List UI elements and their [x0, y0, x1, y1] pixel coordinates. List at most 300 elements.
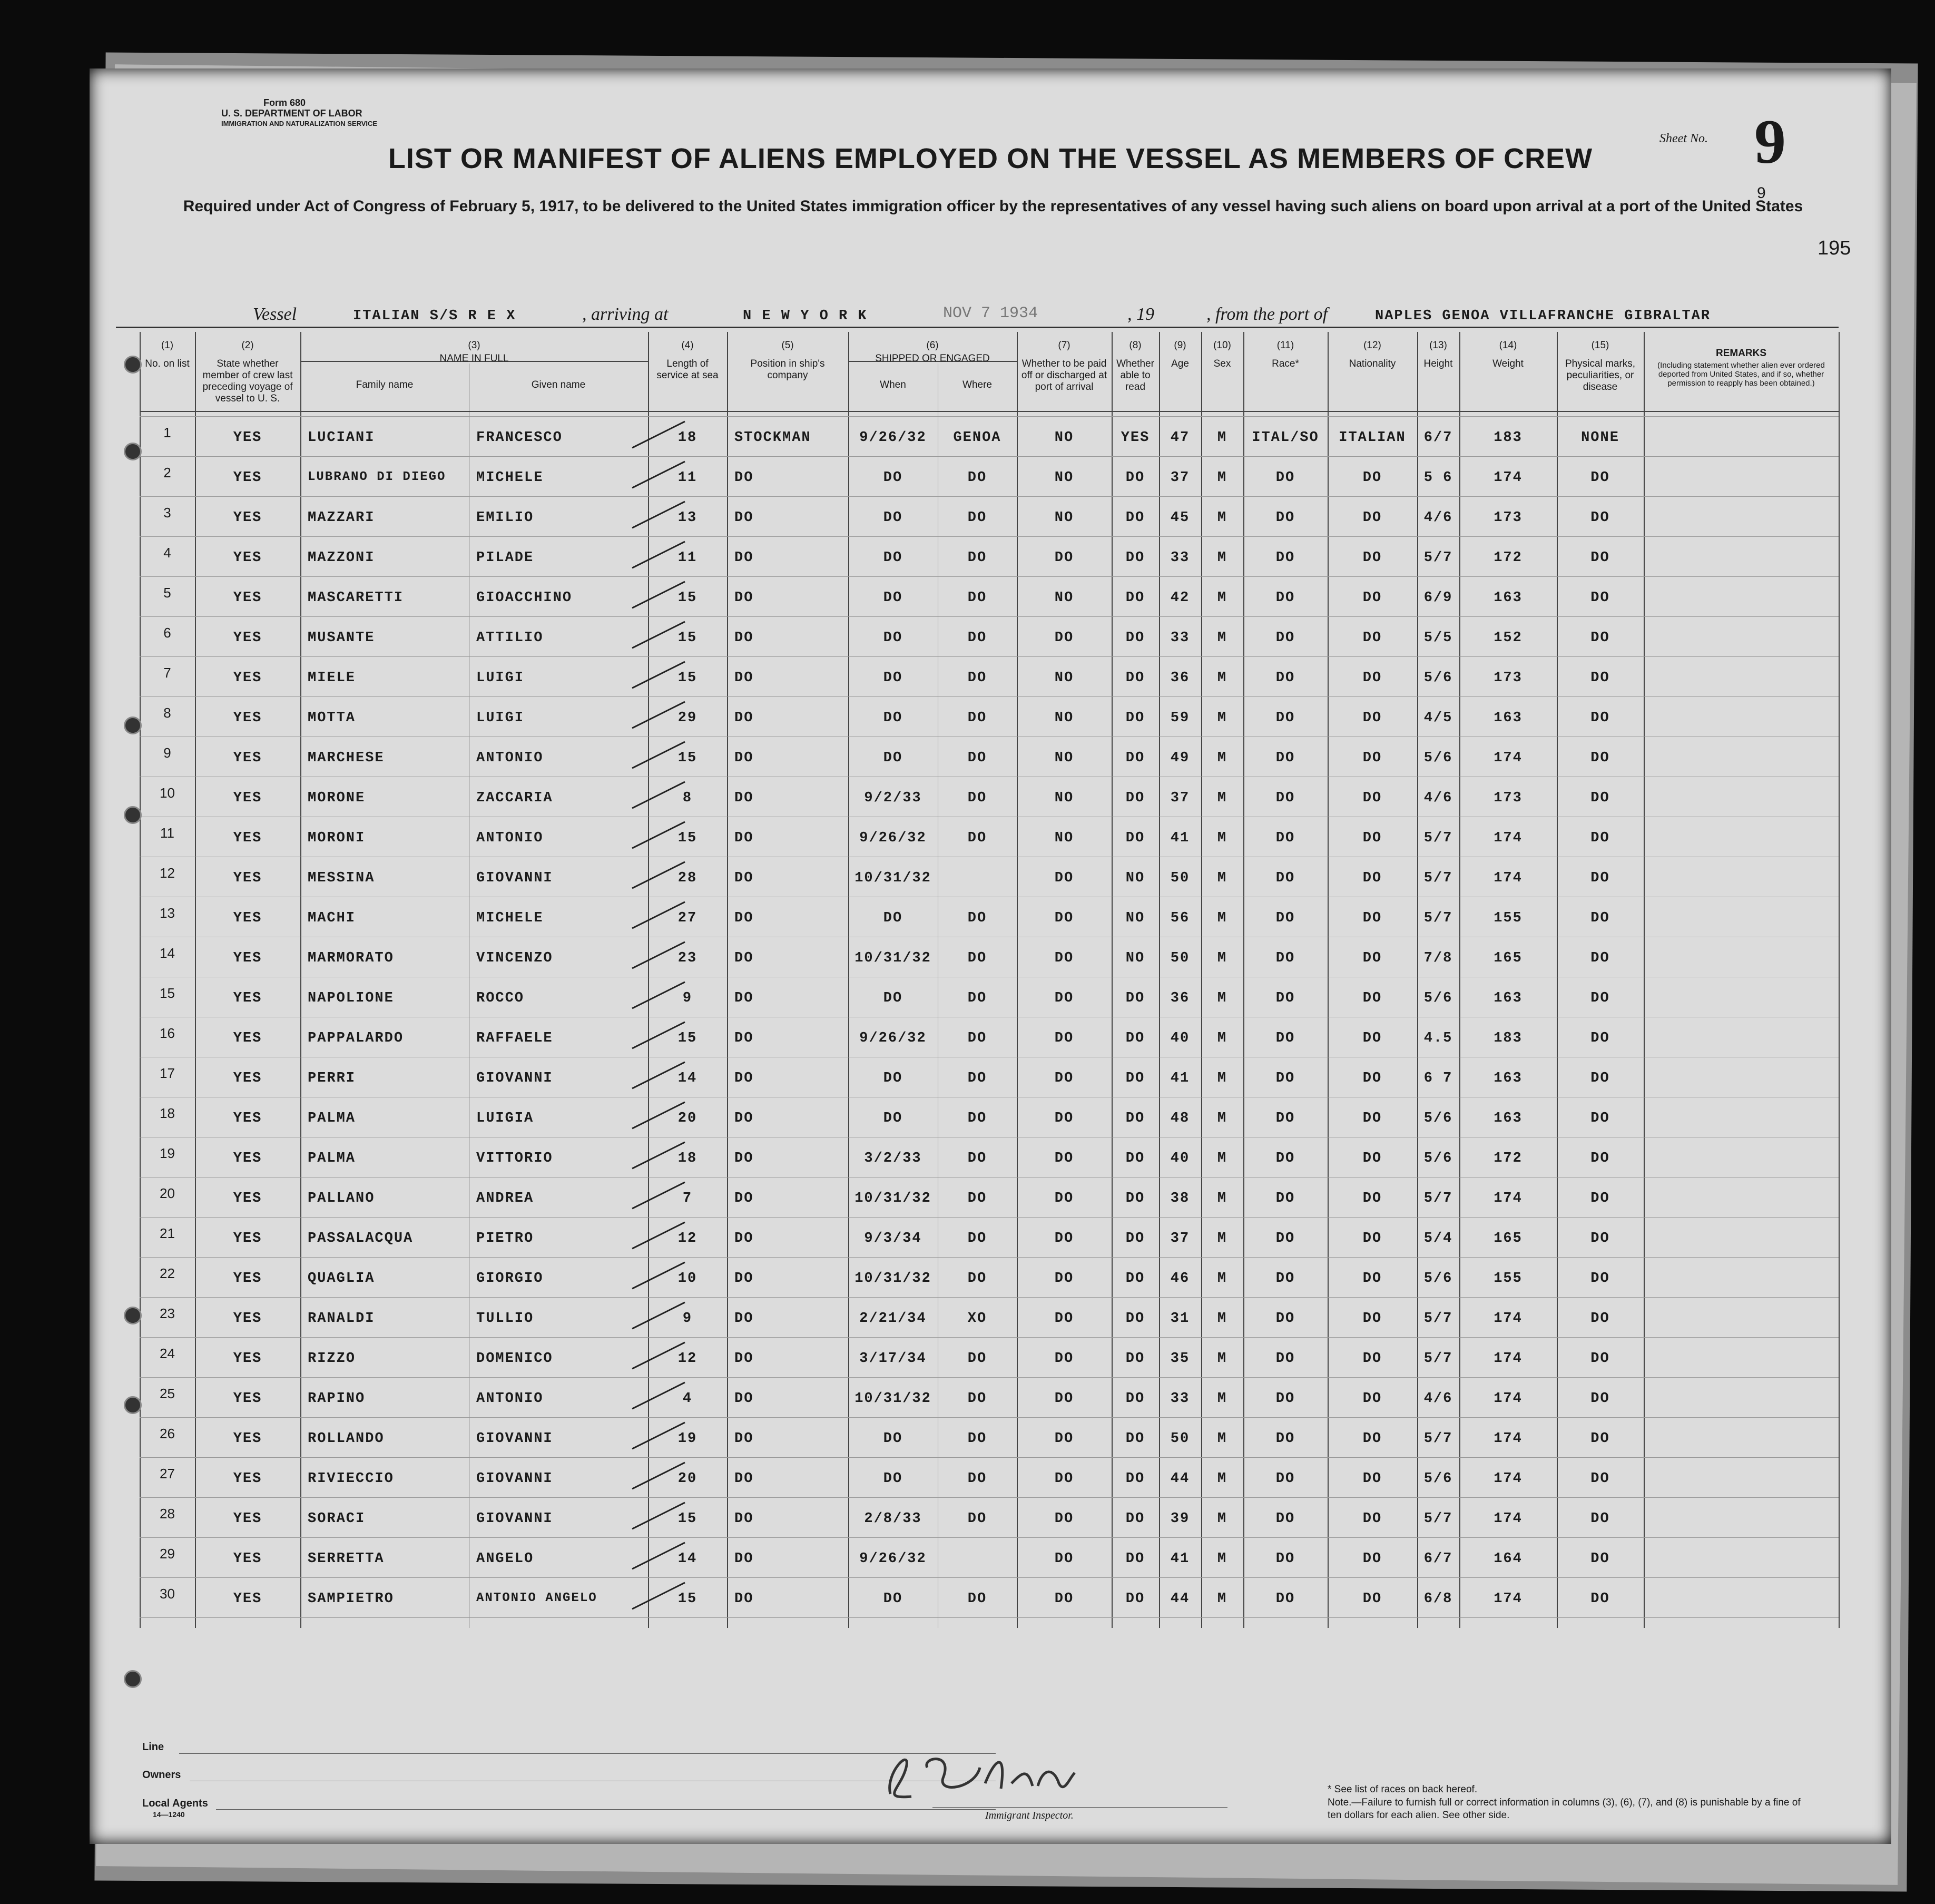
cell-when: 10/31/32 — [854, 1391, 931, 1407]
cell-position: DO — [734, 1191, 754, 1206]
cell-height: 5/6 — [1423, 750, 1453, 766]
table-column-rule — [727, 332, 728, 1628]
column-number: (6) — [926, 340, 939, 351]
row-number: 6 — [163, 625, 171, 641]
cell-prev: YES — [233, 830, 262, 846]
binder-hole — [124, 1670, 142, 1688]
cell-weight: 174 — [1494, 1591, 1523, 1607]
cell-paid: DO — [1054, 630, 1074, 646]
cell-where: XO — [967, 1311, 987, 1327]
cell-weight: 174 — [1494, 470, 1523, 486]
cell-marks: DO — [1590, 590, 1610, 606]
service-name: IMMIGRATION AND NATURALIZATION SERVICE — [221, 120, 378, 127]
cell-nat: DO — [1362, 1111, 1382, 1126]
cell-where: GENOA — [953, 430, 1001, 446]
cell-age: 47 — [1170, 430, 1190, 446]
cell-position: DO — [734, 1311, 754, 1327]
cell-weight: 164 — [1494, 1551, 1523, 1567]
column-header: Age — [1171, 358, 1189, 369]
cell-when: DO — [883, 1071, 903, 1086]
column-header: Sex — [1213, 358, 1231, 369]
cell-weight: 174 — [1494, 750, 1523, 766]
column-number: (4) — [681, 340, 694, 351]
cell-where: DO — [967, 1271, 987, 1287]
cell-marks: DO — [1590, 1111, 1610, 1126]
cell-service: 7 — [682, 1191, 693, 1206]
cell-race: DO — [1275, 1271, 1295, 1287]
table-row-rule — [140, 1457, 1839, 1458]
cell-position: DO — [734, 710, 754, 726]
cell-prev: YES — [233, 1271, 262, 1287]
cell-weight: 174 — [1494, 1471, 1523, 1487]
cell-sex: M — [1217, 950, 1227, 966]
cell-service: 15 — [677, 750, 698, 766]
cell-where: DO — [967, 1111, 987, 1126]
cell-family: LUCIANI — [308, 430, 375, 446]
cell-where: DO — [967, 590, 987, 606]
cell-family: PALLANO — [308, 1191, 375, 1206]
races-note: * See list of races on back hereof. — [1328, 1784, 1478, 1795]
cell-weight: 183 — [1494, 1030, 1523, 1046]
cell-read: NO — [1125, 910, 1145, 926]
cell-when: 3/2/33 — [864, 1151, 922, 1166]
cell-where: DO — [967, 470, 987, 486]
cell-read: DO — [1125, 1471, 1145, 1487]
from-port-value: NAPLES GENOA VILLAFRANCHE GIBRALTAR — [1375, 308, 1711, 324]
column-subheader: Given name — [531, 379, 586, 390]
cell-read: NO — [1125, 950, 1145, 966]
cell-prev: YES — [233, 990, 262, 1006]
cell-height: 6 7 — [1423, 1071, 1453, 1086]
cell-marks: DO — [1590, 790, 1610, 806]
cell-position: DO — [734, 750, 754, 766]
cell-read: DO — [1125, 1551, 1145, 1567]
table-row-rule — [140, 1577, 1839, 1578]
cell-age: 41 — [1170, 830, 1190, 846]
cell-when: 9/26/32 — [859, 830, 927, 846]
cell-height: 5/6 — [1423, 1111, 1453, 1126]
table-row-rule — [140, 496, 1839, 497]
row-number: 27 — [160, 1466, 175, 1481]
cell-paid: DO — [1054, 1111, 1074, 1126]
cell-given: ATTILIO — [476, 630, 544, 646]
cell-sex: M — [1217, 1471, 1227, 1487]
cell-age: 40 — [1170, 1030, 1190, 1046]
cell-race: DO — [1275, 790, 1295, 806]
vessel-info-line — [116, 327, 1839, 328]
header-bottom-rule — [140, 411, 1839, 412]
table-row-rule — [140, 1417, 1839, 1418]
cell-position: DO — [734, 1511, 754, 1527]
cell-nat: DO — [1362, 750, 1382, 766]
cell-age: 33 — [1170, 550, 1190, 566]
cell-given: ANGELO — [476, 1551, 534, 1567]
cell-when: DO — [883, 510, 903, 526]
cell-weight: 172 — [1494, 1151, 1523, 1166]
table-row-rule — [140, 416, 1839, 417]
cell-race: DO — [1275, 510, 1295, 526]
cell-where: DO — [967, 510, 987, 526]
cell-height: 5/7 — [1423, 550, 1453, 566]
cell-age: 36 — [1170, 670, 1190, 686]
table-column-rule — [1644, 332, 1645, 1628]
cell-age: 44 — [1170, 1591, 1190, 1607]
cell-sex: M — [1217, 1071, 1227, 1086]
cell-service: 14 — [677, 1071, 698, 1086]
cell-height: 6/7 — [1423, 1551, 1453, 1567]
cell-position: DO — [734, 1231, 754, 1247]
cell-given: EMILIO — [476, 510, 534, 526]
cell-nat: DO — [1362, 1030, 1382, 1046]
column-header: Whether to be paid off or discharged at port of arrival — [1021, 358, 1107, 392]
cell-when: 2/8/33 — [864, 1511, 922, 1527]
cell-position: DO — [734, 950, 754, 966]
cell-paid: NO — [1054, 510, 1074, 526]
cell-service: 13 — [677, 510, 698, 526]
row-number: 12 — [160, 865, 175, 881]
cell-sex: M — [1217, 550, 1227, 566]
cell-age: 50 — [1170, 950, 1190, 966]
cell-service: 18 — [677, 1151, 698, 1166]
cell-race: DO — [1275, 1471, 1295, 1487]
cell-service: 12 — [677, 1231, 698, 1247]
cell-read: DO — [1125, 510, 1145, 526]
row-number: 28 — [160, 1506, 175, 1522]
cell-race: DO — [1275, 1511, 1295, 1527]
column-header: Physical marks, peculiarities, or disease — [1565, 358, 1636, 392]
cell-weight: 174 — [1494, 1311, 1523, 1327]
cell-read: DO — [1125, 1591, 1145, 1607]
cell-where: DO — [967, 1351, 987, 1367]
row-number: 15 — [160, 985, 175, 1001]
cell-paid: DO — [1054, 1191, 1074, 1206]
cell-prev: YES — [233, 1511, 262, 1527]
cell-family: MAZZONI — [308, 550, 375, 566]
cell-when: DO — [883, 1471, 903, 1487]
cell-nat: DO — [1362, 1391, 1382, 1407]
cell-family: RIZZO — [308, 1351, 356, 1367]
cell-height: 4.5 — [1423, 1030, 1453, 1046]
cell-position: DO — [734, 990, 754, 1006]
cell-weight: 152 — [1494, 630, 1523, 646]
cell-family: MASCARETTI — [308, 590, 404, 606]
cell-weight: 173 — [1494, 510, 1523, 526]
cell-service: 23 — [677, 950, 698, 966]
cell-paid: DO — [1054, 1431, 1074, 1447]
cell-height: 5/7 — [1423, 830, 1453, 846]
cell-paid: DO — [1054, 910, 1074, 926]
cell-given: MICHELE — [476, 470, 544, 486]
column-header: NAME IN FULL — [439, 353, 509, 364]
cell-race: DO — [1275, 590, 1295, 606]
cell-age: 49 — [1170, 750, 1190, 766]
cell-read: DO — [1125, 990, 1145, 1006]
cell-service: 18 — [677, 430, 698, 446]
cell-when: 10/31/32 — [854, 1191, 931, 1206]
cell-prev: YES — [233, 750, 262, 766]
cell-service: 15 — [677, 1591, 698, 1607]
cell-height: 5/7 — [1423, 870, 1453, 886]
row-number: 8 — [163, 705, 171, 721]
cell-weight: 174 — [1494, 830, 1523, 846]
cell-marks: DO — [1590, 950, 1610, 966]
cell-race: DO — [1275, 1231, 1295, 1247]
cell-sex: M — [1217, 1151, 1227, 1166]
cell-prev: YES — [233, 1311, 262, 1327]
cell-position: DO — [734, 510, 754, 526]
cell-paid: NO — [1054, 710, 1074, 726]
cell-marks: DO — [1590, 1151, 1610, 1166]
cell-service: 15 — [677, 830, 698, 846]
cell-marks: DO — [1590, 1030, 1610, 1046]
cell-nat: DO — [1362, 670, 1382, 686]
cell-nat: DO — [1362, 1511, 1382, 1527]
cell-sex: M — [1217, 470, 1227, 486]
cell-nat: DO — [1362, 950, 1382, 966]
cell-paid: DO — [1054, 1030, 1074, 1046]
cell-sex: M — [1217, 870, 1227, 886]
inspector-signature — [869, 1736, 1133, 1810]
inspector-label: Immigrant Inspector. — [985, 1810, 1074, 1821]
cell-read: DO — [1125, 1231, 1145, 1247]
cell-marks: DO — [1590, 1391, 1610, 1407]
cell-read: DO — [1125, 1030, 1145, 1046]
cell-paid: DO — [1054, 1471, 1074, 1487]
cell-nat: DO — [1362, 710, 1382, 726]
cell-position: DO — [734, 1471, 754, 1487]
cell-family: SAMPIETRO — [308, 1591, 394, 1607]
cell-weight: 174 — [1494, 1191, 1523, 1206]
cell-race: DO — [1275, 1071, 1295, 1086]
cell-read: DO — [1125, 1431, 1145, 1447]
cell-sex: M — [1217, 910, 1227, 926]
cell-paid: NO — [1054, 670, 1074, 686]
cell-prev: YES — [233, 1111, 262, 1126]
cell-weight: 163 — [1494, 590, 1523, 606]
cell-paid: DO — [1054, 1511, 1074, 1527]
cell-service: 20 — [677, 1111, 698, 1126]
cell-prev: YES — [233, 630, 262, 646]
cell-height: 6/9 — [1423, 590, 1453, 606]
cell-family: PAPPALARDO — [308, 1030, 404, 1046]
cell-prev: YES — [233, 1231, 262, 1247]
cell-paid: DO — [1054, 1391, 1074, 1407]
cell-age: 37 — [1170, 1231, 1190, 1247]
row-number: 24 — [160, 1346, 175, 1361]
footer-agents-code: 14—1240 — [153, 1810, 185, 1819]
cell-race: DO — [1275, 1591, 1295, 1607]
cell-family: MAZZARI — [308, 510, 375, 526]
cell-nat: DO — [1362, 1431, 1382, 1447]
cell-when: DO — [883, 710, 903, 726]
cell-marks: DO — [1590, 910, 1610, 926]
cell-marks: DO — [1590, 1231, 1610, 1247]
cell-race: DO — [1275, 710, 1295, 726]
cell-family: PASSALACQUA — [308, 1231, 414, 1247]
table-column-rule — [300, 332, 301, 1628]
cell-prev: YES — [233, 590, 262, 606]
cell-read: DO — [1125, 1071, 1145, 1086]
cell-position: DO — [734, 1391, 754, 1407]
cell-when: DO — [883, 1111, 903, 1126]
cell-family: MOTTA — [308, 710, 356, 726]
cell-when: DO — [883, 750, 903, 766]
row-number: 20 — [160, 1185, 175, 1201]
cell-age: 46 — [1170, 1271, 1190, 1287]
cell-given: GIOACCHINO — [476, 590, 573, 606]
cell-height: 5/4 — [1423, 1231, 1453, 1247]
cell-when: DO — [883, 630, 903, 646]
cell-paid: DO — [1054, 550, 1074, 566]
cell-given: GIOVANNI — [476, 1511, 553, 1527]
cell-paid: DO — [1054, 950, 1074, 966]
cell-sex: M — [1217, 510, 1227, 526]
cell-service: 15 — [677, 1511, 698, 1527]
cell-read: DO — [1125, 1111, 1145, 1126]
row-number: 29 — [160, 1546, 175, 1562]
row-number: 22 — [160, 1265, 175, 1281]
cell-read: DO — [1125, 1151, 1145, 1166]
cell-nat: DO — [1362, 870, 1382, 886]
cell-family: PERRI — [308, 1071, 356, 1086]
cell-paid: NO — [1054, 590, 1074, 606]
sheet-number-small: 9 — [1757, 184, 1766, 202]
table-row-rule — [140, 1257, 1839, 1258]
row-number: 26 — [160, 1426, 175, 1441]
cell-given: DOMENICO — [476, 1351, 553, 1367]
cell-read: DO — [1125, 710, 1145, 726]
cell-marks: DO — [1590, 870, 1610, 886]
cell-height: 4/6 — [1423, 1391, 1453, 1407]
cell-given: ANTONIO — [476, 830, 544, 846]
cell-nat: DO — [1362, 830, 1382, 846]
cell-family: MARMORATO — [308, 950, 394, 966]
remarks-subheader: (Including statement whether alien ever ordered deported from United States, and if so, whether permission to reapply has been obtained.) — [1657, 361, 1825, 388]
cell-marks: DO — [1590, 1311, 1610, 1327]
column-number: (13) — [1429, 340, 1447, 351]
table-row-rule — [140, 1217, 1839, 1218]
cell-service: 15 — [677, 630, 698, 646]
cell-given: ANDREA — [476, 1191, 534, 1206]
cell-read: DO — [1125, 1271, 1145, 1287]
sheet-number-label: Sheet No. — [1659, 132, 1708, 145]
cell-when: 9/26/32 — [859, 430, 927, 446]
cell-service: 11 — [677, 470, 698, 486]
cell-weight: 165 — [1494, 950, 1523, 966]
cell-marks: DO — [1590, 670, 1610, 686]
column-header: Height — [1423, 358, 1453, 369]
cell-service: 15 — [677, 670, 698, 686]
cell-paid: DO — [1054, 1311, 1074, 1327]
cell-marks: NONE — [1581, 430, 1619, 446]
cell-age: 38 — [1170, 1191, 1190, 1206]
cell-race: DO — [1275, 830, 1295, 846]
cell-marks: DO — [1590, 830, 1610, 846]
cell-position: DO — [734, 870, 754, 886]
cell-where: DO — [967, 670, 987, 686]
cell-paid: NO — [1054, 790, 1074, 806]
page-title: LIST OR MANIFEST OF ALIENS EMPLOYED ON THE VESSEL AS MEMBERS OF CREW — [388, 143, 1593, 174]
cell-when: 10/31/32 — [854, 1271, 931, 1287]
cell-prev: YES — [233, 870, 262, 886]
cell-family: PALMA — [308, 1151, 356, 1166]
cell-where: DO — [967, 1431, 987, 1447]
column-number: (12) — [1363, 340, 1381, 351]
cell-race: ITAL/SO — [1252, 430, 1319, 446]
cell-race: DO — [1275, 990, 1295, 1006]
cell-service: 15 — [677, 590, 698, 606]
cell-position: DO — [734, 1551, 754, 1567]
cell-family: MORONI — [308, 830, 366, 846]
cell-read: DO — [1125, 1311, 1145, 1327]
cell-age: 33 — [1170, 1391, 1190, 1407]
cell-given: LUIGI — [476, 670, 525, 686]
table-row-rule — [140, 696, 1839, 697]
row-number: 11 — [160, 825, 174, 841]
table-row-rule — [140, 456, 1839, 457]
footer-owners-label: Owners — [142, 1769, 181, 1781]
cell-position: DO — [734, 590, 754, 606]
cell-given: ZACCARIA — [476, 790, 553, 806]
binder-hole — [124, 717, 142, 734]
row-number: 3 — [163, 505, 171, 521]
cell-family: PALMA — [308, 1111, 356, 1126]
cell-sex: M — [1217, 1111, 1227, 1126]
cell-given: GIORGIO — [476, 1271, 544, 1287]
cell-service: 28 — [677, 870, 698, 886]
cell-height: 5 6 — [1423, 470, 1453, 486]
form-number: Form 680 — [263, 97, 306, 108]
cell-race: DO — [1275, 1551, 1295, 1567]
cell-sex: M — [1217, 1511, 1227, 1527]
cell-position: STOCKMAN — [734, 430, 811, 446]
cell-age: 37 — [1170, 470, 1190, 486]
form-reference — [221, 97, 377, 129]
cell-given: GIOVANNI — [476, 1071, 553, 1086]
cell-where: DO — [967, 1471, 987, 1487]
cell-where: DO — [967, 1391, 987, 1407]
row-number: 17 — [160, 1065, 175, 1081]
cell-read: DO — [1125, 470, 1145, 486]
cell-race: DO — [1275, 950, 1295, 966]
row-number: 13 — [160, 905, 175, 921]
binder-hole — [124, 806, 142, 824]
cell-sex: M — [1217, 790, 1227, 806]
cell-paid: NO — [1054, 830, 1074, 846]
column-number: (8) — [1129, 340, 1142, 351]
cell-marks: DO — [1590, 1071, 1610, 1086]
cell-prev: YES — [233, 910, 262, 926]
cell-family: MARCHESE — [308, 750, 385, 766]
cell-given: VITTORIO — [476, 1151, 553, 1166]
cell-when: DO — [883, 550, 903, 566]
cell-where: DO — [967, 1191, 987, 1206]
cell-nat: DO — [1362, 1231, 1382, 1247]
cell-where: DO — [967, 750, 987, 766]
row-number: 19 — [160, 1145, 175, 1161]
cell-paid: NO — [1054, 430, 1074, 446]
cell-age: 33 — [1170, 630, 1190, 646]
arriving-value: N E W Y O R K — [743, 308, 868, 324]
cell-weight: 163 — [1494, 990, 1523, 1006]
cell-age: 36 — [1170, 990, 1190, 1006]
vessel-label: Vessel — [253, 305, 297, 324]
cell-given: PIETRO — [476, 1231, 534, 1247]
cell-race: DO — [1275, 550, 1295, 566]
cell-read: DO — [1125, 550, 1145, 566]
cell-height: 7/8 — [1423, 950, 1453, 966]
cell-read: DO — [1125, 670, 1145, 686]
